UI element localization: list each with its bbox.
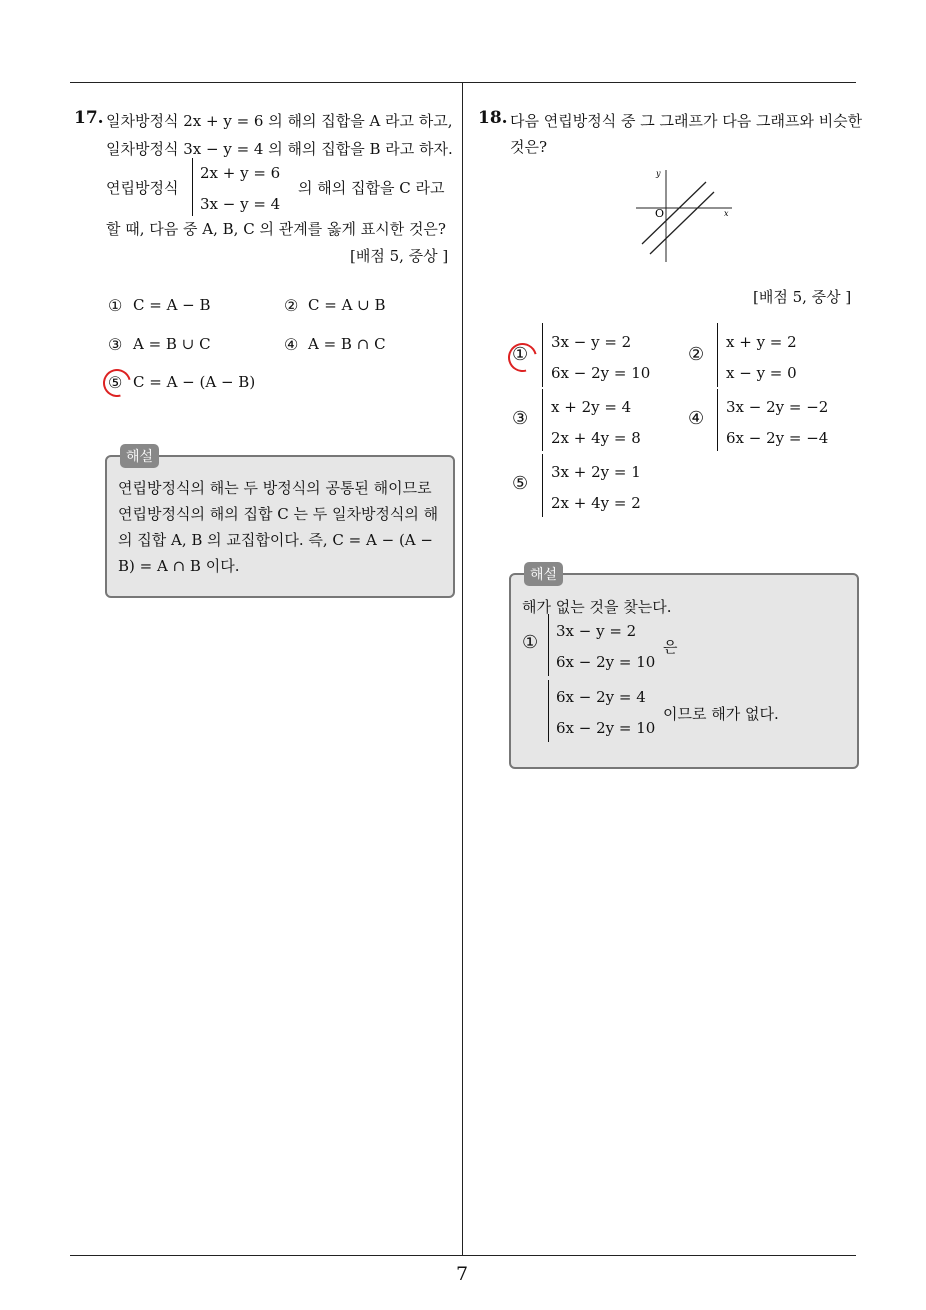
equation: 3x − y = 2 [556,622,637,640]
option-mark: ④ [688,408,705,429]
graph-line [642,182,706,244]
question-text-line: 다음 연립방정식 중 그 그래프가 다음 그래프와 비슷한 [510,112,863,130]
option-text: C = A − B [133,296,211,314]
question-text-line: 할 때, 다음 중 A, B, C 의 관계를 옳게 표시한 것은? [106,220,446,238]
y-axis-label: y [656,169,661,178]
system-brace [548,614,549,676]
equation: 6x − 2y = −4 [726,429,829,447]
option-mark: ⑤ [512,473,529,494]
option-text: A = B ∪ C [133,335,211,353]
equation: 3x − 2y = −2 [726,398,829,416]
equation: 3x − y = 4 [200,195,281,213]
question-text-line: 연립방정식 [106,179,179,197]
question-text-line: 것은? [510,138,548,156]
option-mark: ③ [512,408,529,429]
option-mark: ② [688,344,705,365]
graph-line [650,192,714,254]
equation: x + 2y = 4 [551,398,632,416]
score-label: [배점 5, 중상 ] [753,288,852,306]
bottom-rule [70,1255,856,1256]
equation: 6x − 2y = 10 [556,653,656,671]
equation: 2x + 4y = 2 [551,494,641,512]
x-axis-label: x [724,209,729,218]
question-number: 17. [74,108,104,128]
equation: 2x + 4y = 8 [551,429,641,447]
equation: 2x + y = 6 [200,164,281,182]
equation: 3x + 2y = 1 [551,463,641,481]
option-mark: ⑤ [108,373,123,392]
equation: x + y = 2 [726,333,797,351]
solution-text-line: 연립방정식의 해는 두 방정식의 공통된 해이므로 [118,479,432,497]
option-mark: ② [284,296,299,315]
system-brace [548,680,549,742]
column-divider [462,83,463,1255]
page-number: 7 [456,1263,469,1285]
question-text-line: 의 해의 집합을 C 라고 [298,179,445,197]
system-brace [542,454,543,517]
option-mark: ① [108,296,123,315]
question-text-line: 일차방정식 2x + y = 6 의 해의 집합을 A 라고 하고, [106,112,453,130]
option-text: C = A ∪ B [308,296,386,314]
solution-text: 이므로 해가 없다. [663,705,779,723]
option-mark: ④ [284,335,299,354]
system-brace [542,323,543,387]
solution-mark: ① [522,632,539,653]
equation: 6x − 2y = 4 [556,688,646,706]
graph-figure [630,162,740,266]
option-mark: ① [512,344,529,365]
solution-tag: 해설 [120,444,159,468]
solution-text: 은 [663,638,678,656]
solution-text-line: 연립방정식의 해의 집합 C 는 두 일차방정식의 해 [118,505,439,523]
score-label: [배점 5, 중상 ] [350,247,449,265]
equation: x − y = 0 [726,364,797,382]
equation: 6x − 2y = 10 [556,719,656,737]
system-brace [717,389,718,451]
top-rule [70,82,856,83]
question-text-line: 일차방정식 3x − y = 4 의 해의 집합을 B 라고 하자. [106,140,453,158]
solution-text-line: B) = A ∩ B 이다. [118,557,240,575]
origin-label: O [655,207,665,220]
answer-circle-mark [503,338,543,378]
solution-tag: 해설 [524,562,563,586]
question-number: 18. [478,108,508,128]
solution-text-line: 의 집합 A, B 의 교집합이다. 즉, C = A − (A − [118,531,433,549]
solution-text-line: 해가 없는 것을 찾는다. [522,598,672,616]
option-text: A = B ∩ C [308,335,386,353]
system-brace [192,158,193,216]
equation: 6x − 2y = 10 [551,364,651,382]
system-brace [717,323,718,387]
option-text: C = A − (A − B) [133,373,256,391]
answer-circle-mark [98,364,136,402]
equation: 3x − y = 2 [551,333,632,351]
system-brace [542,389,543,451]
option-mark: ③ [108,335,123,354]
